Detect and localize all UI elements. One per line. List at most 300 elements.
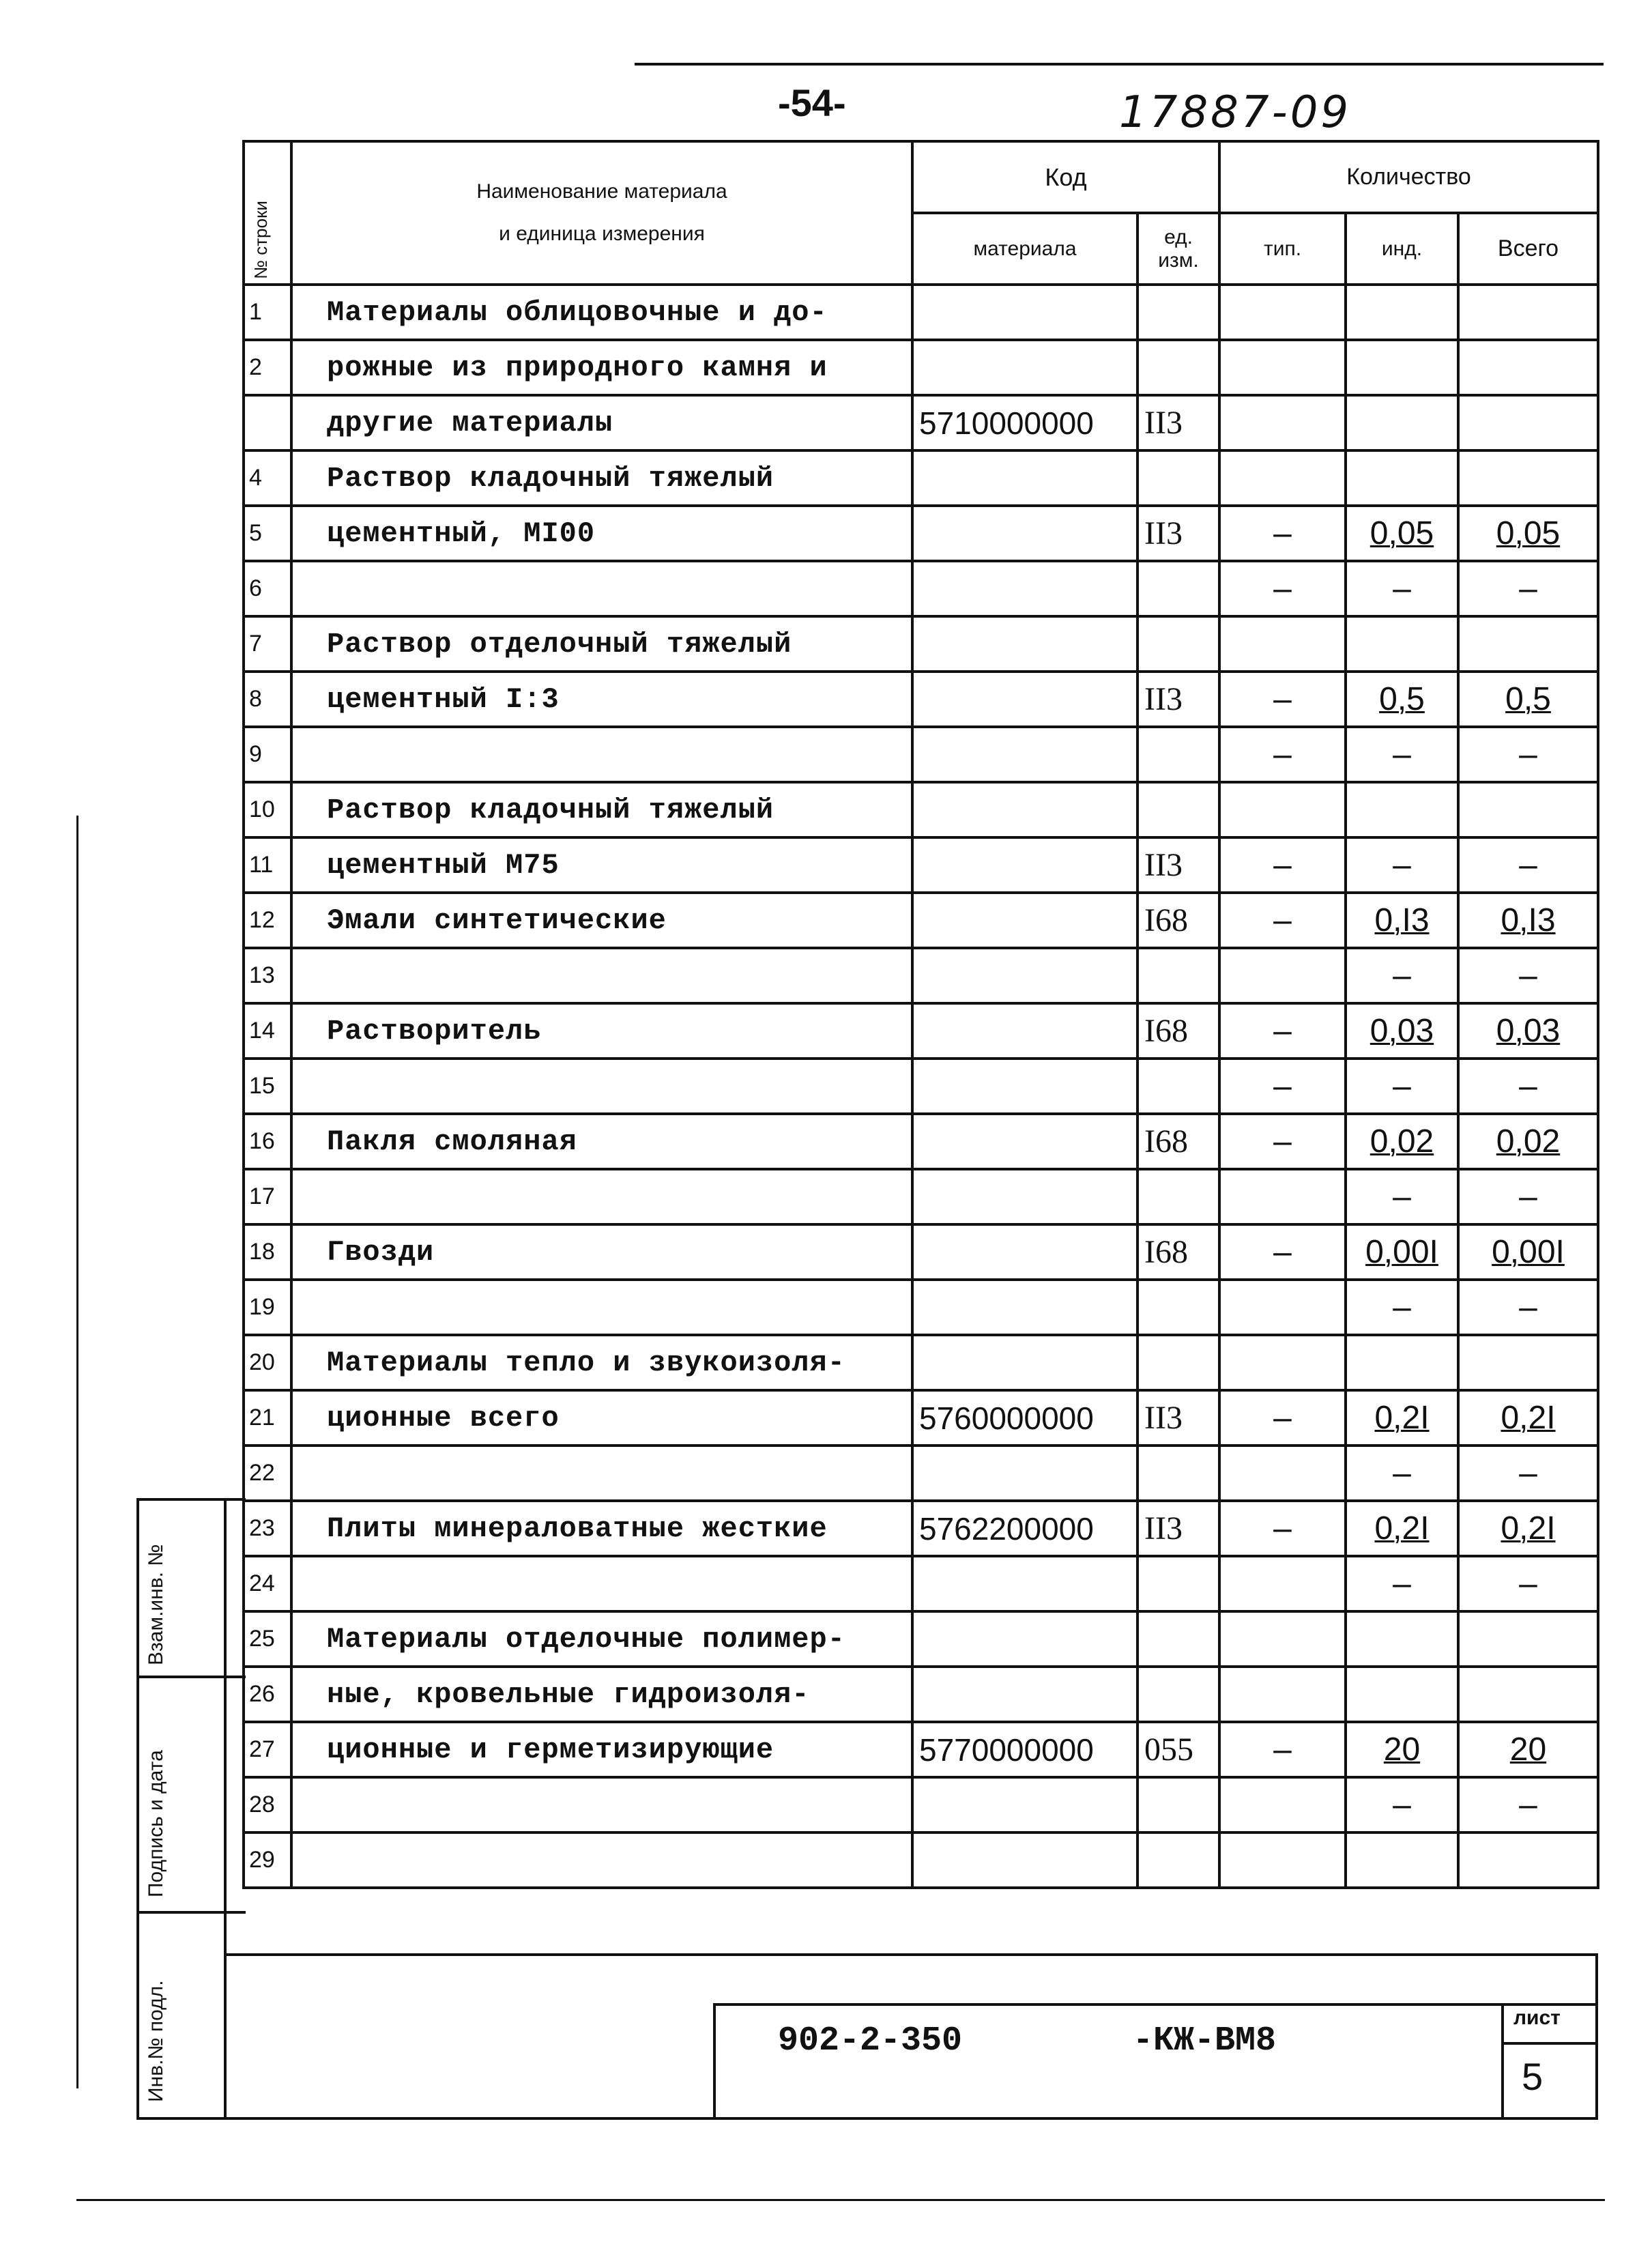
row-number-text: 4 xyxy=(249,465,262,491)
material-code xyxy=(912,1667,1137,1722)
material-code xyxy=(912,1169,1137,1224)
qty-ind xyxy=(1346,1114,1458,1169)
qty-typ xyxy=(1219,1280,1346,1335)
material-name xyxy=(291,1280,912,1335)
qty-ind-text: – xyxy=(1393,1455,1411,1491)
unit-code xyxy=(1137,506,1219,561)
unit-code xyxy=(1137,1667,1219,1722)
qty-total xyxy=(1458,782,1598,837)
qty-typ xyxy=(1219,672,1346,727)
qty-total-text: – xyxy=(1519,736,1537,773)
unit-code xyxy=(1137,837,1219,893)
row-number-text: 15 xyxy=(249,1073,275,1099)
material-code xyxy=(912,450,1137,506)
material-name xyxy=(291,1777,912,1832)
material-name xyxy=(291,837,912,893)
material-code xyxy=(912,1501,1137,1556)
qty-typ xyxy=(1219,1224,1346,1280)
qty-typ xyxy=(1219,1722,1346,1777)
unit-code-text: I68 xyxy=(1144,1123,1188,1160)
stamp-divider xyxy=(136,1676,246,1678)
qty-typ xyxy=(1219,727,1346,782)
row-number xyxy=(244,1224,291,1280)
row-number-text: 25 xyxy=(249,1626,275,1652)
qty-total xyxy=(1458,616,1598,672)
unit-code-text: II3 xyxy=(1144,1400,1183,1436)
row-number-text: 14 xyxy=(249,1018,275,1044)
qty-typ-text: – xyxy=(1273,681,1292,717)
qty-total xyxy=(1458,1169,1598,1224)
qty-ind-text: 0,05 xyxy=(1370,515,1434,551)
row-number xyxy=(244,285,291,340)
qty-ind-text: – xyxy=(1393,1068,1411,1104)
unit-code xyxy=(1137,1611,1219,1667)
table-row xyxy=(244,1390,1598,1446)
qty-ind xyxy=(1346,340,1458,395)
qty-ind xyxy=(1346,506,1458,561)
qty-total xyxy=(1458,1059,1598,1114)
material-name-text: Материалы отделочные полимер- xyxy=(327,1622,845,1656)
qty-total-text: 0,03 xyxy=(1496,1013,1561,1049)
row-number xyxy=(244,1280,291,1335)
code-group-header: Код xyxy=(912,141,1219,213)
material-name xyxy=(291,1611,912,1667)
material-code xyxy=(912,948,1137,1003)
material-name-text: другие материалы xyxy=(327,406,613,440)
qty-total xyxy=(1458,893,1598,948)
qty-total xyxy=(1458,340,1598,395)
unit-code-text: II3 xyxy=(1144,847,1183,883)
material-code xyxy=(912,340,1137,395)
material-code-text: 5710000000 xyxy=(919,405,1094,441)
table-row xyxy=(244,506,1598,561)
table-row xyxy=(244,948,1598,1003)
unit-code xyxy=(1137,1335,1219,1390)
qty-total xyxy=(1458,837,1598,893)
row-number xyxy=(244,1169,291,1224)
qty-total xyxy=(1458,1667,1598,1722)
qty-total xyxy=(1458,1556,1598,1611)
qty-ind xyxy=(1346,1390,1458,1446)
qty-ind-text: – xyxy=(1393,1289,1411,1325)
table-row xyxy=(244,1335,1598,1390)
unit-code xyxy=(1137,782,1219,837)
material-name xyxy=(291,395,912,450)
qty-ind xyxy=(1346,1335,1458,1390)
qty-typ-text: – xyxy=(1273,571,1292,607)
qty-total xyxy=(1458,1114,1598,1169)
material-code xyxy=(912,506,1137,561)
qty-ind-header: инд. xyxy=(1346,213,1458,285)
qty-total-text: 0,05 xyxy=(1496,515,1561,551)
material-name xyxy=(291,782,912,837)
qty-typ-text: – xyxy=(1273,1510,1292,1547)
qty-ind xyxy=(1346,1003,1458,1059)
material-code xyxy=(912,672,1137,727)
qty-total-text: – xyxy=(1519,847,1537,883)
row-number xyxy=(244,616,291,672)
unit-code xyxy=(1137,1114,1219,1169)
qty-typ xyxy=(1219,1446,1346,1501)
row-number xyxy=(244,893,291,948)
qty-typ-text: – xyxy=(1273,1068,1292,1104)
row-number xyxy=(244,1501,291,1556)
row-number xyxy=(244,561,291,616)
row-number-text: 19 xyxy=(249,1294,275,1320)
material-name xyxy=(291,1556,912,1611)
material-name xyxy=(291,1224,912,1280)
unit-code-text: 055 xyxy=(1144,1731,1193,1768)
table-row xyxy=(244,1003,1598,1059)
qty-typ xyxy=(1219,1501,1346,1556)
material-code xyxy=(912,616,1137,672)
material-code-text: 5760000000 xyxy=(919,1400,1094,1436)
qty-total xyxy=(1458,561,1598,616)
material-name-text: цементный М75 xyxy=(327,848,560,882)
qty-ind xyxy=(1346,1832,1458,1888)
row-number xyxy=(244,1446,291,1501)
material-name-text: ционные и герметизирующие xyxy=(327,1733,774,1766)
material-code xyxy=(912,837,1137,893)
row-number-text: 6 xyxy=(249,575,262,601)
unit-code-text: II3 xyxy=(1144,405,1183,441)
qty-ind xyxy=(1346,782,1458,837)
qty-total-text: 20 xyxy=(1509,1731,1547,1768)
row-number-text: 23 xyxy=(249,1515,275,1541)
row-number xyxy=(244,948,291,1003)
material-name xyxy=(291,1501,912,1556)
qty-typ-text: – xyxy=(1273,515,1292,551)
qty-typ xyxy=(1219,1169,1346,1224)
material-name-text: цементный, МI00 xyxy=(327,517,596,550)
qty-ind-text: 0,2I xyxy=(1374,1400,1430,1436)
qty-typ xyxy=(1219,1832,1346,1888)
row-number-text: 18 xyxy=(249,1239,275,1265)
qty-typ-text: – xyxy=(1273,736,1292,773)
material-name-text: ционные всего xyxy=(327,1401,560,1435)
qty-ind xyxy=(1346,727,1458,782)
material-name xyxy=(291,1390,912,1446)
row-number xyxy=(244,1335,291,1390)
material-name xyxy=(291,948,912,1003)
material-name-text: цементный I:3 xyxy=(327,682,560,716)
stamp-column-line xyxy=(224,1498,227,2119)
material-name-text: Пакля смоляная xyxy=(327,1125,577,1158)
material-code xyxy=(912,727,1137,782)
material-name-text: Плиты минераловатные жесткие xyxy=(327,1512,828,1545)
title-block-top-line xyxy=(227,1953,1598,1956)
qty-typ-text: – xyxy=(1273,847,1292,883)
unit-code-text: I68 xyxy=(1144,1234,1188,1270)
top-rule xyxy=(635,63,1604,66)
qty-typ xyxy=(1219,561,1346,616)
qty-total-text: 0,I3 xyxy=(1501,902,1556,938)
unit-code xyxy=(1137,616,1219,672)
material-name-text: Раствор кладочный тяжелый xyxy=(327,793,774,826)
row-number-text: 26 xyxy=(249,1681,275,1707)
document-reference: 17887-09 xyxy=(1119,87,1352,138)
qty-ind xyxy=(1346,1722,1458,1777)
material-name xyxy=(291,285,912,340)
qty-total xyxy=(1458,1446,1598,1501)
row-number-text: 11 xyxy=(249,852,274,878)
qty-total-text: 0,2I xyxy=(1501,1510,1556,1547)
qty-ind-text: 0,03 xyxy=(1370,1013,1434,1049)
material-code xyxy=(912,1280,1137,1335)
unit-code xyxy=(1137,672,1219,727)
qty-total xyxy=(1458,1224,1598,1280)
table-row xyxy=(244,672,1598,727)
row-number xyxy=(244,1114,291,1169)
stamp-divider xyxy=(136,1911,246,1914)
row-number-header: № строки xyxy=(244,141,291,285)
row-number-text: 12 xyxy=(249,907,275,933)
qty-typ xyxy=(1219,1335,1346,1390)
qty-total xyxy=(1458,1832,1598,1888)
row-number xyxy=(244,1722,291,1777)
unit-code xyxy=(1137,727,1219,782)
table-row xyxy=(244,1114,1598,1169)
material-name xyxy=(291,1335,912,1390)
unit-code xyxy=(1137,1777,1219,1832)
table-row xyxy=(244,1667,1598,1722)
qty-total-text: 0,02 xyxy=(1496,1123,1561,1160)
row-number-text: 24 xyxy=(249,1570,275,1596)
qty-typ xyxy=(1219,1667,1346,1722)
row-number-text: 22 xyxy=(249,1460,275,1486)
row-number-text: 21 xyxy=(249,1405,275,1431)
qty-typ xyxy=(1219,782,1346,837)
qty-ind-text: 0,5 xyxy=(1379,681,1425,717)
qty-ind xyxy=(1346,395,1458,450)
table-row xyxy=(244,1556,1598,1611)
material-name xyxy=(291,561,912,616)
material-code xyxy=(912,1003,1137,1059)
qty-ind xyxy=(1346,561,1458,616)
sheet-cell-left xyxy=(1501,2003,1504,2119)
page-number: -54- xyxy=(778,81,846,124)
qty-ind xyxy=(1346,1777,1458,1832)
material-code-text: 5762200000 xyxy=(919,1510,1094,1547)
table-row xyxy=(244,1501,1598,1556)
unit-code-text: II3 xyxy=(1144,515,1183,551)
qty-total-text: – xyxy=(1519,1455,1537,1491)
qty-total-text: – xyxy=(1519,1787,1537,1823)
row-number xyxy=(244,1556,291,1611)
table-row xyxy=(244,561,1598,616)
table-row xyxy=(244,1280,1598,1335)
qty-ind-text: – xyxy=(1393,847,1411,883)
qty-typ-header: тип. xyxy=(1219,213,1346,285)
qty-typ xyxy=(1219,450,1346,506)
row-number-text: 5 xyxy=(249,520,262,546)
unit-code xyxy=(1137,450,1219,506)
material-name xyxy=(291,1003,912,1059)
qty-ind-text: 0,2I xyxy=(1374,1510,1430,1547)
unit-code xyxy=(1137,1059,1219,1114)
qty-typ-text: – xyxy=(1273,1123,1292,1160)
material-code xyxy=(912,1556,1137,1611)
unit-code xyxy=(1137,395,1219,450)
qty-typ xyxy=(1219,1556,1346,1611)
unit-code xyxy=(1137,340,1219,395)
row-number xyxy=(244,1832,291,1888)
unit-code xyxy=(1137,1280,1219,1335)
qty-typ xyxy=(1219,506,1346,561)
material-code xyxy=(912,1832,1137,1888)
unit-code-text: II3 xyxy=(1144,681,1183,717)
qty-total xyxy=(1458,672,1598,727)
stamp-signature-date: Подпись и дата xyxy=(145,1750,167,1897)
qty-typ-text: – xyxy=(1273,1013,1292,1049)
qty-total-text: – xyxy=(1519,1289,1537,1325)
qty-total xyxy=(1458,395,1598,450)
qty-typ xyxy=(1219,837,1346,893)
qty-typ-text: – xyxy=(1273,1731,1292,1768)
qty-typ-text: – xyxy=(1273,902,1292,938)
material-code xyxy=(912,1224,1137,1280)
material-code xyxy=(912,1390,1137,1446)
qty-total xyxy=(1458,948,1598,1003)
material-code xyxy=(912,1611,1137,1667)
stamp-column-line xyxy=(136,1498,139,2119)
material-code xyxy=(912,782,1137,837)
unit-code-text: I68 xyxy=(1144,1013,1188,1049)
table-row xyxy=(244,616,1598,672)
qty-ind xyxy=(1346,1501,1458,1556)
qty-ind xyxy=(1346,450,1458,506)
unit-code xyxy=(1137,893,1219,948)
unit-code xyxy=(1137,1390,1219,1446)
material-name xyxy=(291,1169,912,1224)
table-row xyxy=(244,450,1598,506)
material-name xyxy=(291,1832,912,1888)
material-name xyxy=(291,1059,912,1114)
material-name-text: Растворитель xyxy=(327,1014,542,1048)
qty-ind xyxy=(1346,1280,1458,1335)
material-name xyxy=(291,1114,912,1169)
quantity-group-header: Количество xyxy=(1219,141,1598,213)
table-row xyxy=(244,727,1598,782)
unit-code-text: I68 xyxy=(1144,902,1188,938)
qty-total xyxy=(1458,1777,1598,1832)
row-number-text: 29 xyxy=(249,1847,275,1873)
qty-total-text: – xyxy=(1519,1068,1537,1104)
material-code xyxy=(912,1059,1137,1114)
qty-total-text: – xyxy=(1519,1179,1537,1215)
material-code xyxy=(912,893,1137,948)
row-number-text: 20 xyxy=(249,1349,275,1375)
qty-ind xyxy=(1346,1446,1458,1501)
material-code xyxy=(912,1777,1137,1832)
material-name xyxy=(291,450,912,506)
sheet-left-border xyxy=(76,816,78,2088)
unit-code xyxy=(1137,1832,1219,1888)
qty-ind xyxy=(1346,1224,1458,1280)
qty-total xyxy=(1458,285,1598,340)
qty-ind-text: – xyxy=(1393,1566,1411,1602)
qty-ind xyxy=(1346,893,1458,948)
qty-typ xyxy=(1219,1003,1346,1059)
row-number xyxy=(244,782,291,837)
qty-ind-text: 0,02 xyxy=(1370,1123,1434,1160)
row-number xyxy=(244,1777,291,1832)
qty-total xyxy=(1458,727,1598,782)
qty-ind-text: – xyxy=(1393,958,1411,994)
material-code xyxy=(912,1446,1137,1501)
table-row xyxy=(244,837,1598,893)
document-designation: 902-2-350 xyxy=(778,2022,963,2060)
qty-ind xyxy=(1346,616,1458,672)
qty-typ-text: – xyxy=(1273,1234,1292,1270)
material-code xyxy=(912,1335,1137,1390)
material-code xyxy=(912,395,1137,450)
qty-total xyxy=(1458,1003,1598,1059)
table-row xyxy=(244,893,1598,948)
table-row xyxy=(244,1169,1598,1224)
row-number xyxy=(244,1390,291,1446)
qty-total-text: 0,00I xyxy=(1492,1234,1565,1270)
row-number-text: 7 xyxy=(249,631,262,657)
material-name xyxy=(291,616,912,672)
qty-typ xyxy=(1219,1611,1346,1667)
qty-typ xyxy=(1219,893,1346,948)
stamp-inv-original: Инв.№ подл. xyxy=(145,1980,167,2102)
material-code-text: 5770000000 xyxy=(919,1731,1094,1768)
qty-typ xyxy=(1219,1114,1346,1169)
unit-code xyxy=(1137,1722,1219,1777)
unit-code xyxy=(1137,1501,1219,1556)
qty-total-text: – xyxy=(1519,1566,1537,1602)
table-row xyxy=(244,340,1598,395)
table-row xyxy=(244,1777,1598,1832)
title-block-right-line xyxy=(1595,1953,1598,2120)
material-code-header: материала xyxy=(912,213,1137,285)
sheet-cell-mid xyxy=(1501,2042,1597,2045)
material-name xyxy=(291,506,912,561)
unit-code xyxy=(1137,1446,1219,1501)
qty-total xyxy=(1458,1501,1598,1556)
qty-ind xyxy=(1346,837,1458,893)
row-number-text: 9 xyxy=(249,741,262,767)
qty-ind-text: – xyxy=(1393,1787,1411,1823)
material-name-text: рожные из природного камня и xyxy=(327,351,828,384)
row-number xyxy=(244,1003,291,1059)
qty-total xyxy=(1458,1335,1598,1390)
title-block-divider-h xyxy=(713,2003,1597,2006)
qty-total xyxy=(1458,1611,1598,1667)
stamp-inv-replace: Взам.инв. № xyxy=(145,1544,167,1665)
row-number-text: 28 xyxy=(249,1792,275,1817)
material-name xyxy=(291,672,912,727)
unit-code xyxy=(1137,1224,1219,1280)
row-number xyxy=(244,506,291,561)
qty-total-text: 0,2I xyxy=(1501,1400,1556,1436)
material-code xyxy=(912,285,1137,340)
sheet-bottom-border xyxy=(76,2199,1605,2201)
qty-total xyxy=(1458,1280,1598,1335)
row-number-text: 8 xyxy=(249,686,262,712)
qty-ind xyxy=(1346,1611,1458,1667)
qty-typ xyxy=(1219,1390,1346,1446)
qty-ind xyxy=(1346,1667,1458,1722)
qty-typ xyxy=(1219,1777,1346,1832)
row-number xyxy=(244,395,291,450)
qty-typ xyxy=(1219,395,1346,450)
qty-typ xyxy=(1219,285,1346,340)
material-name xyxy=(291,1667,912,1722)
table-row xyxy=(244,1832,1598,1888)
